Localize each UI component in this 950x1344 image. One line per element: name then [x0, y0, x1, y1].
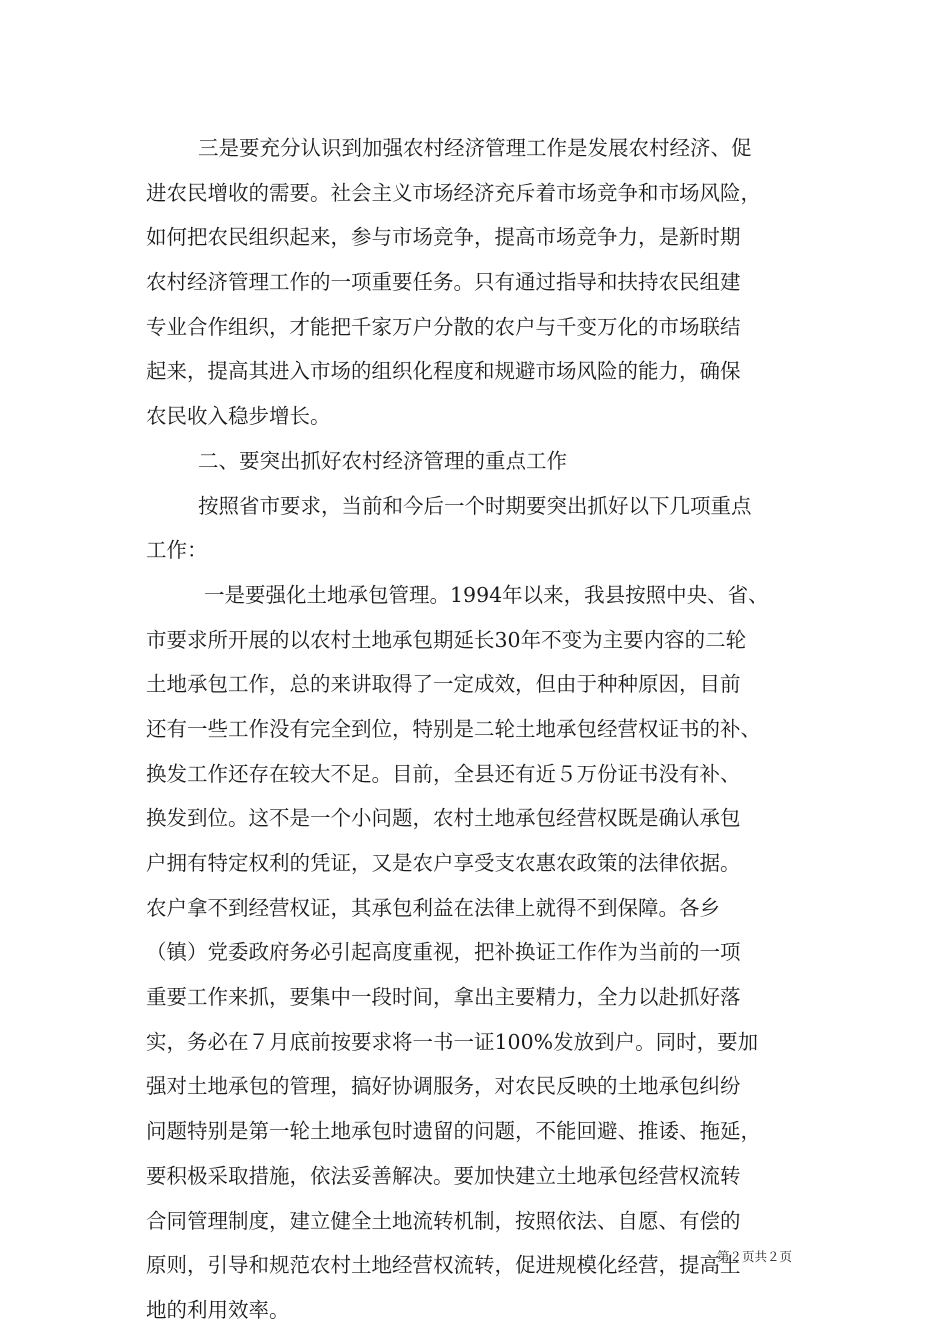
- text-line: 换发到位。这不是一个小问题，农村土地承包经营权既是确认承包: [146, 806, 741, 831]
- text-line: 要积极采取措施，依法妥善解决。要加快建立土地承包经营权流转: [146, 1163, 741, 1188]
- page-number-footer: 第２页共２页: [717, 1249, 793, 1264]
- text-line: 土地承包工作，总的来讲取得了一定成效，但由于种种原因，目前: [146, 672, 741, 697]
- text-line: 起来，提高其进入市场的组织化程度和规避市场风险的能力，确保: [146, 359, 741, 384]
- text-line: 问题特别是第一轮土地承包时遗留的问题，不能回避、推诿、拖延，: [146, 1119, 761, 1144]
- text-line: 户拥有特定权利的凭证，又是农户享受支农惠农政策的法律依据。: [146, 851, 741, 875]
- text-line: 还有一些工作没有完全到位，特别是二轮土地承包经营权证书的补、: [146, 716, 761, 741]
- text-line: 工作：: [146, 538, 208, 563]
- text-line: 二、要突出抓好农村经济管理的重点工作: [198, 448, 567, 473]
- text-line: 农户拿不到经营权证，其承包利益在法律上就得不到保障。各乡: [146, 895, 720, 920]
- text-line: 换发工作还存在较大不足。目前，全县还有近５万份证书没有补、: [146, 761, 741, 786]
- text-line: 进农民增收的需要。社会主义市场经济充斥着市场竞争和市场风险，: [146, 180, 761, 205]
- text-line: 农村经济管理工作的一项重要任务。只有通过指导和扶持农民组建: [146, 270, 741, 295]
- text-line: 原则，引导和规范农村土地经营权流转，促进规模化经营，提高土: [146, 1253, 741, 1278]
- text-line: （镇）党委政府务必引起高度重视，把补换证工作作为当前的一项: [146, 940, 741, 965]
- text-line: 地的利用效率。: [146, 1297, 290, 1322]
- text-line: 实，务必在７月底前按要求将一书一证100%发放到户。同时，要加: [146, 1029, 759, 1054]
- text-line: 按照省市要求，当前和今后一个时期要突出抓好以下几项重点: [198, 493, 752, 518]
- text-line: 三是要充分认识到加强农村经济管理工作是发展农村经济、促: [198, 136, 752, 160]
- text-line: 如何把农民组织起来，参与市场竞争，提高市场竞争力，是新时期: [146, 225, 741, 250]
- text-line: 市要求所开展的以农村土地承包期延长30年不变为主要内容的二轮: [146, 627, 747, 652]
- text-line: 农民收入稳步增长。: [146, 404, 331, 429]
- text-line: 强对土地承包的管理，搞好协调服务，对农民反映的土地承包纠纷: [146, 1074, 741, 1099]
- text-line: 重要工作来抓，要集中一段时间，拿出主要精力，全力以赴抓好落: [146, 985, 741, 1010]
- body-text: [146, 126, 810, 1333]
- text-line: 专业合作组织，才能把千家万户分散的农户与千变万化的市场联结: [146, 314, 741, 339]
- text-line: 一是要强化土地承包管理。1994年以来，我县按照中央、省、: [204, 582, 769, 607]
- text-line: 合同管理制度，建立健全土地流转机制，按照依法、自愿、有偿的: [146, 1208, 741, 1233]
